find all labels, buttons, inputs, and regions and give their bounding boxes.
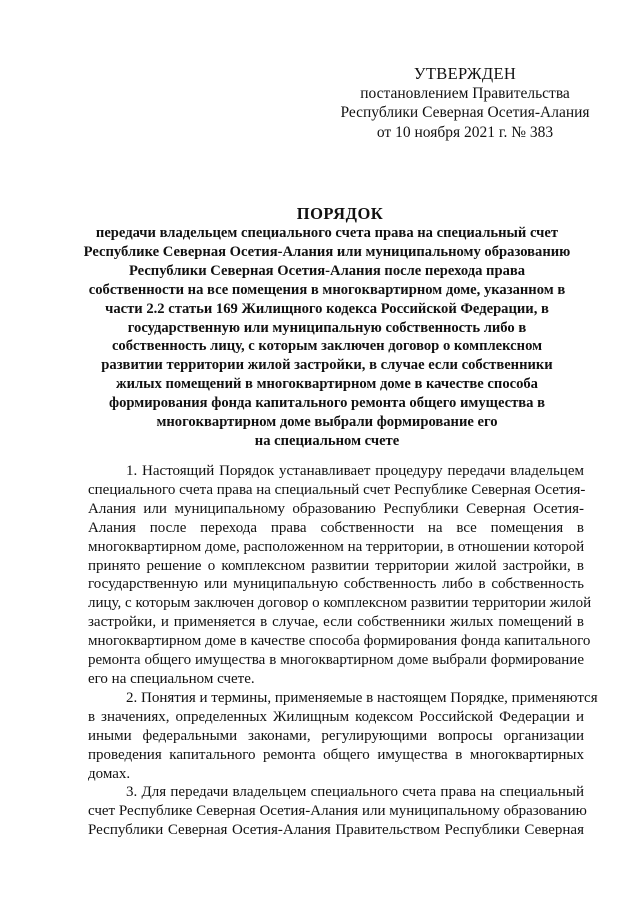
subtitle-line: собственности на все помещения в многоквартирном доме, указанном в [88,281,566,298]
body-line: Республики Северная Осетия-Алания Правительством Республики Северная [88,822,584,839]
body-line: иными федеральными законами, регулирующими вопросы организации [88,727,584,744]
paragraph-1 [88,462,592,689]
body-line: счет Республике Северная Осетия-Алания или муниципальному образованию [88,803,587,820]
body-line: застройки, и применяется в случае, если собственники жилых помещений в [88,614,584,631]
body-line: принято решение о комплексном развитии территории жилой застройки, в [88,557,584,574]
body-line: домах. [88,765,131,782]
body-line: ремонта общего имущества в многоквартирном доме выбрали формирование [88,652,584,669]
subtitle-line: части 2.2 статьи 169 Жилищного кодекса Российской Федерации, в [105,300,549,317]
document-body [88,462,598,840]
subtitle-line: собственность лицу, с которым заключен договор о комплексном [111,338,543,355]
body-line: специального счета права на специальный счет Республике Северная Осетия- [88,481,586,498]
subtitle-line: Республики Северная Осетия-Алания после перехода права [128,262,526,279]
subtitle-line: жилых помещений в многоквартирном доме в качестве способа [116,376,538,393]
subtitle-line: развитии территории жилой застройки, в случае если собственники [101,357,553,374]
paragraph-2 [88,689,598,784]
approval-block [330,64,600,142]
body-line: 3. Для передачи владельцем специального счета права на специальный [126,784,584,801]
subtitle-line: Республике Северная Осетия-Алания или муниципальному образованию [83,243,571,260]
document-title: ПОРЯДОК [296,204,384,223]
body-line: 2. Понятия и термины, применяемые в настоящем Порядке, применяются [126,689,598,706]
subtitle-line: на специальном счете [254,432,400,449]
approval-line: от 10 ноября 2021 г. № 383 [376,123,554,141]
body-line: проведения капитального ремонта общего имущества в многоквартирных [88,746,584,763]
approval-title: УТВЕРЖДЕН [413,64,517,83]
body-line: многоквартирном доме в качестве способа формирования фонда капитального [88,633,591,650]
approval-line: Республики Северная Осетия-Алания [340,104,590,121]
body-line: лицу, с которым заключен договор о комплексном развитии территории жилой [88,595,592,612]
body-line: Алания или муниципальному образованию Республики Северная Осетия- [88,500,584,517]
subtitle-line: передачи владельцем специального счета права на специальный счет [95,225,559,241]
subtitle-line: государственную или муниципальную собственность либо в [127,319,527,336]
body-line: 1. Настоящий Порядок устанавливает процедуру передачи владельцем [126,463,584,479]
subtitle-line: многоквартирном доме выбрали формирование его [156,414,498,431]
subtitle-line: формирования фонда капитального ремонта общего имущества в [109,395,545,412]
body-line: в значениях, определенных Жилищным кодексом Российской Федерации и [88,708,584,725]
body-line: государственную или муниципальную собственность либо в собственность [88,576,584,593]
body-line: его на специальном счете. [88,670,255,687]
approval-line: постановлением Правительства [360,84,570,102]
document-subtitle [82,224,572,451]
body-line: Алания после перехода права собственности на все помещения в [88,519,584,536]
body-line: многоквартирном доме, расположенном на территории, в отношении которой [88,538,585,555]
paragraph-3 [88,783,587,840]
